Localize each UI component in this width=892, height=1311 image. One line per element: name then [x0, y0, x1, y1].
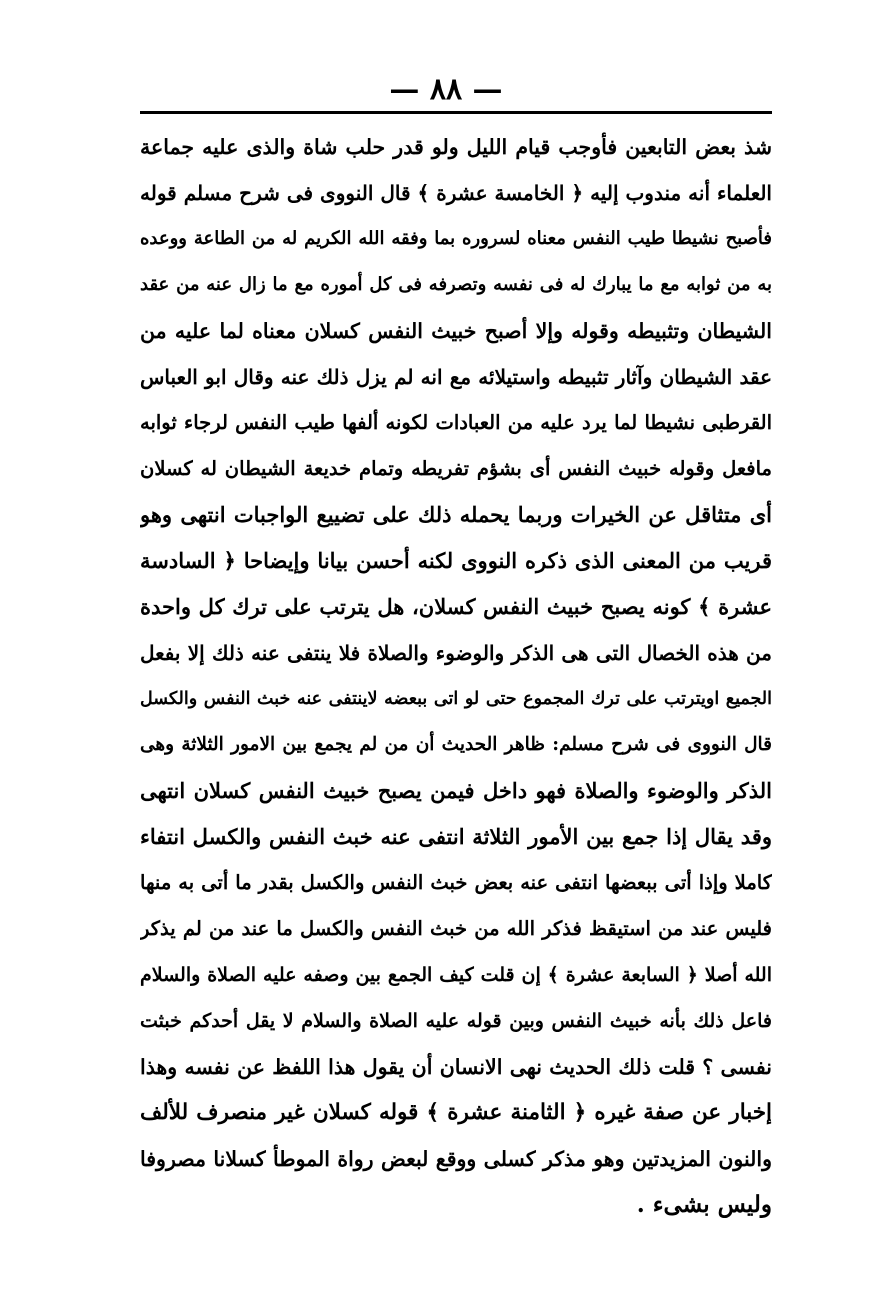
text-line: قال النووى فى شرح مسلم: ظاهر الحديث أن من لم يجمع بين الامور الثلاثة وهى — [140, 734, 772, 755]
text-line: قريب من المعنى الذى ذكره النووى لكنه أحسن بيانا وإيضاحا ﴿ السادسة — [140, 548, 772, 573]
text-line: فاعل ذلك بأنه خبيث النفس وبين قوله عليه الصلاة والسلام لا يقل أحدكم خبثت — [140, 1010, 772, 1032]
text-line: إخبار عن صفة غيره ﴿ الثامنة عشرة ﴾ قوله كسلان غير منصرف للألف — [140, 1100, 772, 1125]
text-line: فأصبح نشيطا طيب النفس معناه لسروره بما وفقه الله الكريم له من الطاعة ووعده — [140, 228, 772, 249]
text-line: فليس عند من استيقظ فذكر الله من خبث النفس والكسل ما عند من لم يذكر — [140, 917, 772, 940]
text-line: مافعل وقوله خبيث النفس أى بشؤم تفريطه وتمام خديعة الشيطان له كسلان — [140, 457, 772, 480]
text-line: العلماء أنه مندوب إليه ﴿ الخامسة عشرة ﴾ قال النووى فى شرح مسلم قوله — [140, 181, 772, 205]
body-text — [140, 124, 772, 1228]
text-line: أى متثاقل عن الخيرات وربما يحمله ذلك على تضييع الواجبات انتهى وهو — [140, 502, 772, 527]
text-line: القرطبى نشيطا لما يرد عليه من العبادات لكونه ألفها طيب النفس لرجاء ثوابه — [140, 411, 772, 434]
text-line: وقد يقال إذا جمع بين الأمور الثلاثة انتفى عنه خبث النفس والكسل انتفاء — [140, 824, 772, 849]
text-line: والنون المزيدتين وهو مذكر كسلى ووقع لبعض رواة الموطأ كسلانا مصروفا — [140, 1147, 772, 1171]
text-line: نفسى ؟ قلت ذلك الحديث نهى الانسان أن يقول هذا اللفظ عن نفسه وهذا — [140, 1055, 772, 1079]
header-rule — [140, 111, 772, 114]
text-line: الجميع اويترتب على ترك المجموع حتى لو اتى ببعضه لاينتفى عنه خبث النفس والكسل — [140, 689, 772, 709]
text-line: من هذه الخصال التى هى الذكر والوضوء والصلاة فلا ينتفى عنه ذلك إلا بفعل — [140, 641, 772, 665]
text-line: وليس بشىء . — [636, 1191, 772, 1218]
text-line: الشيطان وتثبيطه وقوله وإلا أصبح خبيث النفس كسلان معناه لما عليه من — [140, 319, 772, 343]
text-line: شذ بعض التابعين فأوجب قيام الليل ولو قدر حلب شاة والذى عليه جماعة — [140, 135, 772, 159]
text-line: الله أصلا ﴿ السابعة عشرة ﴾ إن قلت كيف الجمع بين وصفه عليه الصلاة والسلام — [140, 964, 772, 986]
text-line: عشرة ﴾ كونه يصبح خبيث النفس كسلان، هل يترتب على ترك كل واحدة — [140, 594, 772, 619]
page-number: — ٨٨ — — [389, 72, 503, 107]
text-line: كاملا وإذا أتى ببعضها انتفى عنه بعض خبث النفس والكسل بقدر ما أتى به منها — [140, 871, 772, 894]
text-line: الذكر والوضوء والصلاة فهو داخل فيمن يصبح خبيث النفس كسلان انتهى — [140, 778, 772, 803]
text-line: عقد الشيطان وآثار تثبيطه واستيلائه مع انه لم يزل ذلك عنه وقال ابو العباس — [140, 365, 772, 389]
text-line: به من ثوابه مع ما يبارك له فى نفسه وتصرفه فى كل أموره مع ما زال عنه من عقد — [140, 274, 772, 295]
